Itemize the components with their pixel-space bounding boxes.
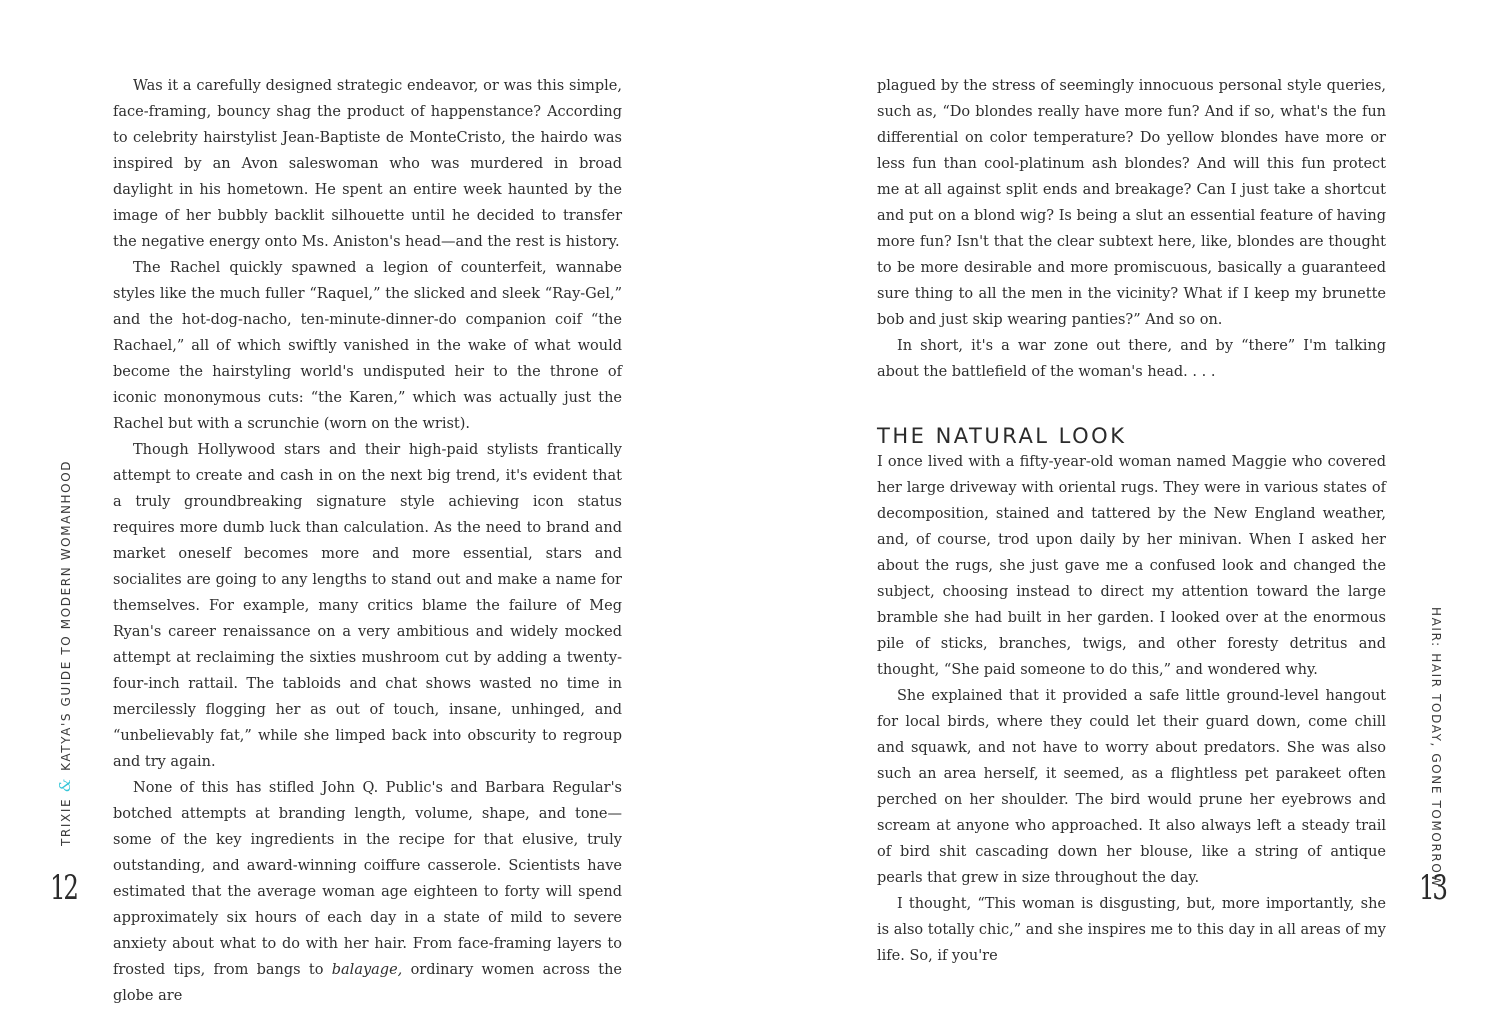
body-paragraph: I thought, “This woman is disgusting, but, more importantly, she is also totally chic,” and she inspires me to this day in all areas of my life. So, if you're [877,896,1386,964]
body-paragraph: Was it a carefully designed strategic endeavor, or was this simple, face-framing, bouncy shag the product of happenstance? According to celebrity hairstylist Jean-Baptiste de MonteCristo, the hairdo was inspired by an Avon saleswoman who was murdered in broad daylight in his hometown. He spent an entire week haunted by the image of her bubbly backlit silhouette until he decided to transfer the negative energy onto Ms. Aniston's head—and the rest is history. [113,78,622,250]
right-running-head: HAIR: HAIR TODAY, GONE TOMORROW [1429,607,1443,888]
left-running-head [56,460,74,846]
body-paragraph: The Rachel quickly spawned a legion of counterfeit, wannabe styles like the much fuller “Raquel,” the slicked and sleek “Ray-Gel,” and the hot-dog-nacho, ten-minute-dinner-do companion coif “the Rachael,” all of which swiftly vanished in the wake of what would become the hairstyling world's undisputed heir to the throne of iconic mononymous cuts: “the Karen,” which was actually just the Rachel but with a scrunchie (worn on the wrist). [113,260,622,432]
right-text-column [877,73,1386,969]
ampersand-ornament: & [56,776,74,792]
paragraph-text: None of this has stifled John Q. Public's and Barbara Regular's botched attempts at branding length, volume, shape, and tone—some of the key ingredients in the recipe for that elusive, truly outstanding, and award-winning coiffure casserole. Scientists have estimated that the average woman age eighteen to forty will spend approximately six hours of each day in a state of mild to severe anxiety about what to do with her hair. From face-framing layers to frosted tips, from bangs to [113,780,622,978]
body-paragraph: She explained that it provided a safe little ground-level hangout for local birds, where they could let their guard down, come chill and squawk, and not have to worry about predators. She was also such an area herself, it seemed, as a flightless pet parakeet often perched on her shoulder. The bird would prune her eyebrows and scream at anyone who approached. It also always left a steady trail of bird shit cascading down her blouse, like a string of antique pearls that grew in size throughout the day. [877,688,1386,886]
body-paragraph: I once lived with a fifty-year-old woman named Maggie who covered her large driveway with oriental rugs. They were in various states of decomposition, stained and tattered by the New England weather, and, of course, trod upon daily by her minivan. When I asked her about the rugs, she just gave me a confused look and changed the subject, choosing instead to direct my attention toward the large bramble she had built in her garden. I looked over at the enormous pile of sticks, branches, twigs, and other foresty detritus and thought, “She paid someone to do this,” and wondered why. [877,454,1386,678]
italic-term: balayage, [331,962,403,978]
right-page-number: 13 [1419,868,1446,908]
section-heading: THE NATURAL LOOK [877,424,1127,448]
body-paragraph [113,775,622,1009]
continued-paragraph: plagued by the stress of seemingly innocuous personal style queries, such as, “Do blondes really have more fun? And if so, what's the fun differential on color temperature? Do yellow blondes have more or less fun than cool-platinum ash blondes? And will this fun protect me at all against split ends and breakage? Can I just take a shortcut and put on a blond wig? Is being a slut an essential feature of having more fun? Isn't that the clear subtext here, like, blondes are thought to be more desirable and more promiscuous, basically a guaranteed sure thing to all the men in the vicinity? What if I keep my brunette bob and just skip wearing panties?” And so on. [877,78,1386,328]
running-head-title-part2: KATYA'S GUIDE TO MODERN WOMANHOOD [59,459,73,771]
body-paragraph: In short, it's a war zone out there, and by “there” I'm talking about the battlefield of the woman's head. . . . [877,338,1386,380]
paragraph-text: ordinary women across the globe are [113,962,622,1004]
running-head-title-part1: TRIXIE [59,797,73,846]
left-page-number: 12 [50,868,77,908]
left-text-column [113,73,622,1009]
body-paragraph: Though Hollywood stars and their high-paid stylists frantically attempt to create and cash in on the next big trend, it's evident that a truly groundbreaking signature style achieving icon status requires more dumb luck than calculation. As the need to brand and market oneself becomes more and more essential, stars and socialites are going to any lengths to stand out and make a name for themselves. For example, many critics blame the failure of Meg Ryan's career renaissance on a very ambitious and widely mocked attempt at reclaiming the sixties mushroom cut by adding a twenty-four-inch rattail. The tabloids and chat shows wasted no time in mercilessly flogging her as out of touch, insane, unhinged, and “unbelievably fat,” while she limped back into obscurity to regroup and try again. [113,442,622,770]
